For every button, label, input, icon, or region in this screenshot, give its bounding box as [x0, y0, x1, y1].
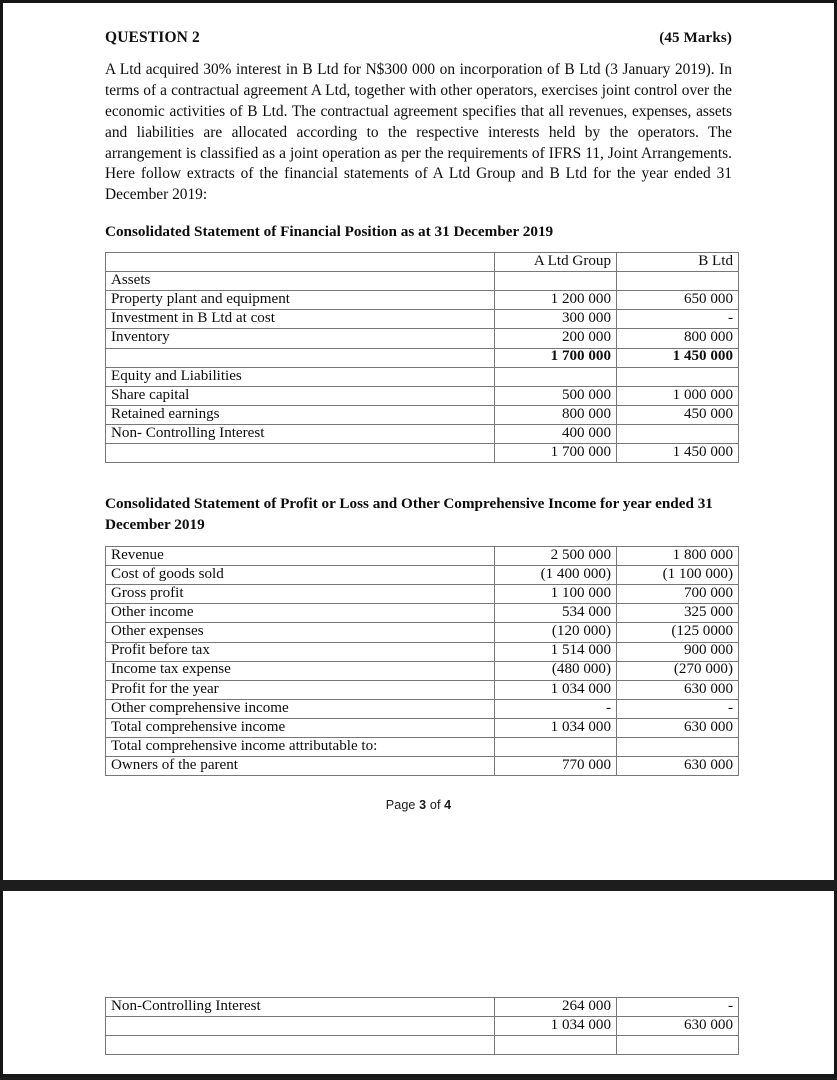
row-value-a: 200 000	[495, 329, 617, 348]
row-value-a: 400 000	[495, 424, 617, 443]
row-label: Other income	[106, 604, 495, 623]
row-label: Retained earnings	[106, 405, 495, 424]
row-value-a: 1 200 000	[495, 291, 617, 310]
row-value-a	[495, 272, 617, 291]
table-total-row	[106, 348, 739, 367]
row-label	[106, 348, 495, 367]
row-value-b: 1 450 000	[617, 444, 739, 463]
row-value-b: 700 000	[617, 585, 739, 604]
row-value-b: 630 000	[617, 1017, 739, 1036]
row-value-b: 450 000	[617, 405, 739, 424]
row-label: Property plant and equipment	[106, 291, 495, 310]
table-row	[106, 738, 739, 757]
footer-total-pages: 4	[444, 798, 452, 813]
table-total-row	[106, 444, 739, 463]
row-value-b: 630 000	[617, 718, 739, 737]
row-value-a: 2 500 000	[495, 547, 617, 566]
row-label: Profit for the year	[106, 680, 495, 699]
row-label: Other comprehensive income	[106, 699, 495, 718]
table-row	[106, 757, 739, 776]
row-label: Cost of goods sold	[106, 566, 495, 585]
row-value-b	[617, 272, 739, 291]
document-page-4	[0, 891, 837, 1077]
row-value-b: 900 000	[617, 642, 739, 661]
row-value-b	[617, 424, 739, 443]
table-row	[106, 585, 739, 604]
row-value-a: 534 000	[495, 604, 617, 623]
marks-allocation: (45 Marks)	[659, 30, 732, 46]
table-row	[106, 998, 739, 1017]
table-row	[106, 367, 739, 386]
table-row	[106, 642, 739, 661]
row-label: Non-Controlling Interest	[106, 998, 495, 1017]
row-label: Non- Controlling Interest	[106, 424, 495, 443]
row-value-b: 630 000	[617, 757, 739, 776]
row-value-a: (120 000)	[495, 623, 617, 642]
row-value-a: 1 514 000	[495, 642, 617, 661]
row-value-a: 300 000	[495, 310, 617, 329]
table-row	[106, 547, 739, 566]
table-row	[106, 291, 739, 310]
row-label	[106, 1036, 495, 1055]
page-top-spacer	[105, 891, 732, 997]
row-value-a: 1 034 000	[495, 1017, 617, 1036]
row-label	[106, 1017, 495, 1036]
row-value-a: (480 000)	[495, 661, 617, 680]
table-row	[106, 566, 739, 585]
row-value-b: -	[617, 310, 739, 329]
row-value-a: 1 100 000	[495, 585, 617, 604]
row-label: Other expenses	[106, 623, 495, 642]
row-value-b: (270 000)	[617, 661, 739, 680]
table-total-row	[106, 1017, 739, 1036]
row-label: Inventory	[106, 329, 495, 348]
row-label	[106, 444, 495, 463]
row-value-b	[617, 367, 739, 386]
row-value-b: (1 100 000)	[617, 566, 739, 585]
row-value-b: 800 000	[617, 329, 739, 348]
table-row	[106, 718, 739, 737]
page-title: QUESTION 2	[105, 29, 200, 46]
page-separator	[0, 880, 837, 891]
row-label: Equity and Liabilities	[106, 367, 495, 386]
pl-heading: Consolidated Statement of Profit or Loss and Other Comprehensive Income for year ended 31 December 2019	[105, 495, 713, 534]
footer-current-page: 3	[419, 798, 427, 813]
table-row	[106, 405, 739, 424]
question-header	[105, 3, 732, 47]
row-value-a	[495, 367, 617, 386]
row-label: Share capital	[106, 386, 495, 405]
sfp-heading: Consolidated Statement of Financial Position as at 31 December 2019	[105, 223, 554, 241]
statement-of-financial-position-table	[105, 252, 739, 463]
row-label: Investment in B Ltd at cost	[106, 310, 495, 329]
row-label: Gross profit	[106, 585, 495, 604]
sfp-col-a-header: A Ltd Group	[495, 253, 617, 272]
statement-of-profit-or-loss-table	[105, 546, 739, 776]
row-value-b: -	[617, 998, 739, 1017]
table-row	[106, 386, 739, 405]
row-value-b: 1 800 000	[617, 547, 739, 566]
row-value-a: -	[495, 699, 617, 718]
footer-page-prefix: Page	[385, 798, 420, 813]
row-value-a: 1 034 000	[495, 718, 617, 737]
row-value-a: 1 700 000	[495, 444, 617, 463]
table-row	[106, 623, 739, 642]
row-value-b: (125 0000	[617, 623, 739, 642]
intro-paragraph: A Ltd acquired 30% interest in B Ltd for N$300 000 on incorporation of B Ltd (3 January 2019). In terms of a contractual agreement A Ltd, together with other operators, exercises joint control over the economic activities of B Ltd. The contractual agreement specifies that all revenues, expenses, assets and liabilities are allocated according to the respective interests held by the operators. The arrangement is classified as a joint operation as per the requirements of IFRS 11, Joint Arrangements. Here follow extracts of the financial statements of A Ltd Group and B Ltd for the year ended 31 December 2019:	[105, 61, 732, 204]
row-value-b: 1 000 000	[617, 386, 739, 405]
row-value-a: 1 034 000	[495, 680, 617, 699]
row-value-a: 1 700 000	[495, 348, 617, 367]
table-row	[106, 604, 739, 623]
row-value-a	[495, 1036, 617, 1055]
continuation-table	[105, 997, 739, 1055]
pl-body	[106, 547, 739, 776]
row-value-b: 650 000	[617, 291, 739, 310]
row-value-b: -	[617, 699, 739, 718]
row-label: Income tax expense	[106, 661, 495, 680]
sfp-body	[106, 253, 739, 463]
table-row	[106, 661, 739, 680]
row-label: Profit before tax	[106, 642, 495, 661]
row-value-b	[617, 738, 739, 757]
sfp-col-label-header	[106, 253, 495, 272]
table-row	[106, 1036, 739, 1055]
table-row	[106, 680, 739, 699]
table-header-row	[106, 253, 739, 272]
row-value-a: 770 000	[495, 757, 617, 776]
row-label: Revenue	[106, 547, 495, 566]
table-row	[106, 272, 739, 291]
row-label: Total comprehensive income	[106, 718, 495, 737]
table-row	[106, 424, 739, 443]
row-value-b: 325 000	[617, 604, 739, 623]
row-value-a	[495, 738, 617, 757]
row-value-b	[617, 1036, 739, 1055]
sfp-col-b-header: B Ltd	[617, 253, 739, 272]
footer-page-middle: of	[426, 798, 445, 813]
row-value-a: 500 000	[495, 386, 617, 405]
row-value-b: 630 000	[617, 680, 739, 699]
row-value-b: 1 450 000	[617, 348, 739, 367]
table-row	[106, 699, 739, 718]
row-label: Total comprehensive income attributable to:	[106, 738, 495, 757]
row-label: Owners of the parent	[106, 757, 495, 776]
row-value-a: (1 400 000)	[495, 566, 617, 585]
page-footer	[105, 798, 732, 812]
table-row	[106, 310, 739, 329]
continuation-body	[106, 998, 739, 1055]
row-value-a: 800 000	[495, 405, 617, 424]
row-value-a: 264 000	[495, 998, 617, 1017]
row-label: Assets	[106, 272, 495, 291]
table-row	[106, 329, 739, 348]
